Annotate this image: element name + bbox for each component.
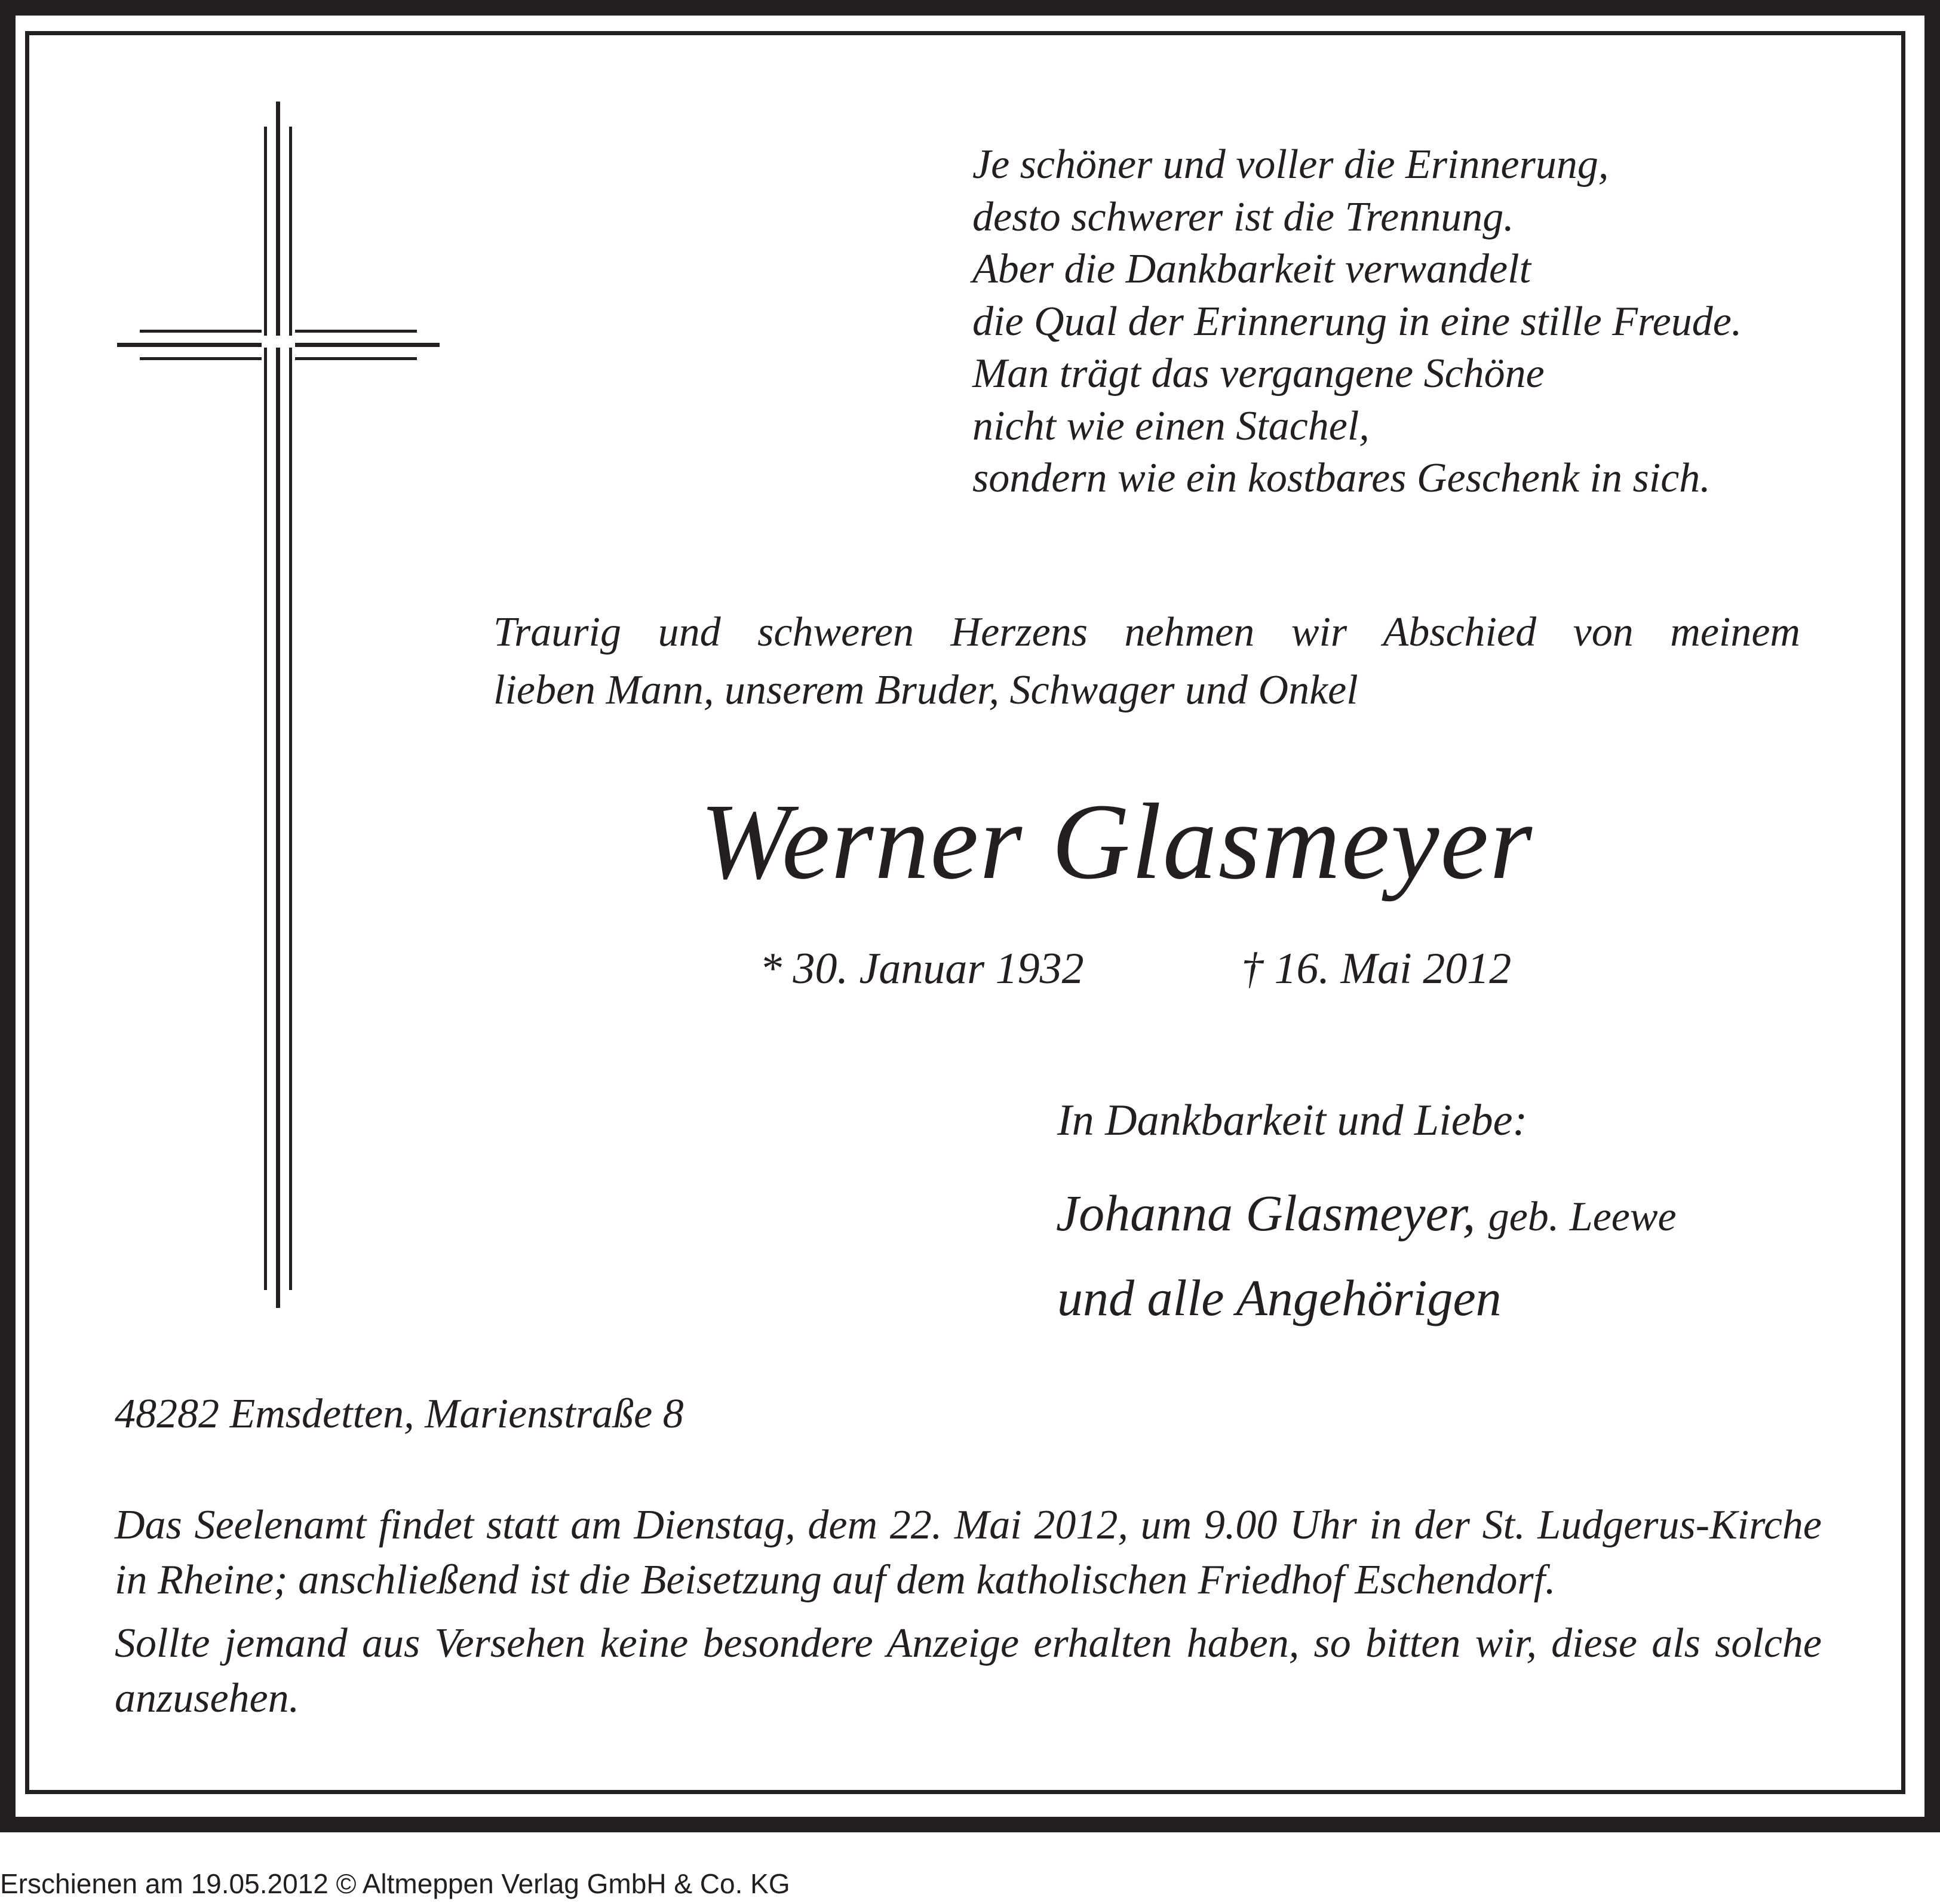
poem-line: nicht wie einen Stachel, <box>972 403 1370 449</box>
farewell-intro <box>493 603 1800 719</box>
publication-footer: Erschienen am 19.05.2012 © Altmeppen Verlag GmbH & Co. KG <box>0 1868 790 1899</box>
service-notice <box>115 1498 1822 1726</box>
birth-date: * 30. Januar 1932 <box>760 944 1084 993</box>
poem-line: Aber die Dankbarkeit verwandelt <box>972 246 1531 292</box>
intro-line-2: lieben Mann, unserem Bruder, Schwager und Onkel <box>493 667 1358 713</box>
widow-line <box>1056 1180 1677 1250</box>
family-address: 48282 Emsdetten, Marienstraße 8 <box>115 1391 684 1437</box>
service-paragraph: Das Seelenamt findet statt am Dienstag, dem 22. Mai 2012, um 9.00 Uhr in der St. Ludgerus-Kirche in Rheine; anschließend ist die Beisetzung auf dem katholischen Friedhof Eschendorf. <box>115 1502 1822 1603</box>
poem-line: desto schwerer ist die Trennung. <box>972 194 1514 240</box>
cross-icon <box>117 102 440 1308</box>
memorial-poem <box>972 139 1742 505</box>
poem-line: sondern wie ein kostbares Geschenk in sich. <box>972 455 1711 501</box>
deceased-name: Werner Glasmeyer <box>700 782 1534 902</box>
widow-name: Johanna Glasmeyer, <box>1056 1184 1476 1242</box>
relatives-line: und alle Angehörigen <box>1057 1269 1502 1326</box>
poem-line: Je schöner und voller die Erinnerung, <box>972 142 1609 188</box>
notice-paragraph: Sollte jemand aus Versehen keine besondere Anzeige erhalten haben, so bitten wir, diese als solche anzusehen. <box>115 1620 1822 1721</box>
death-date: † 16. Mai 2012 <box>1241 944 1512 993</box>
poem-line: Man trägt das vergangene Schöne <box>972 351 1545 397</box>
poem-line: die Qual der Erinnerung in eine stille Freude. <box>972 298 1742 345</box>
intro-line-1: Traurig und schweren Herzens nehmen wir Abschied von meinem <box>493 609 1800 655</box>
thanks-line: In Dankbarkeit und Liebe: <box>1057 1096 1528 1145</box>
widow-maiden-name: geb. Leewe <box>1488 1194 1677 1240</box>
